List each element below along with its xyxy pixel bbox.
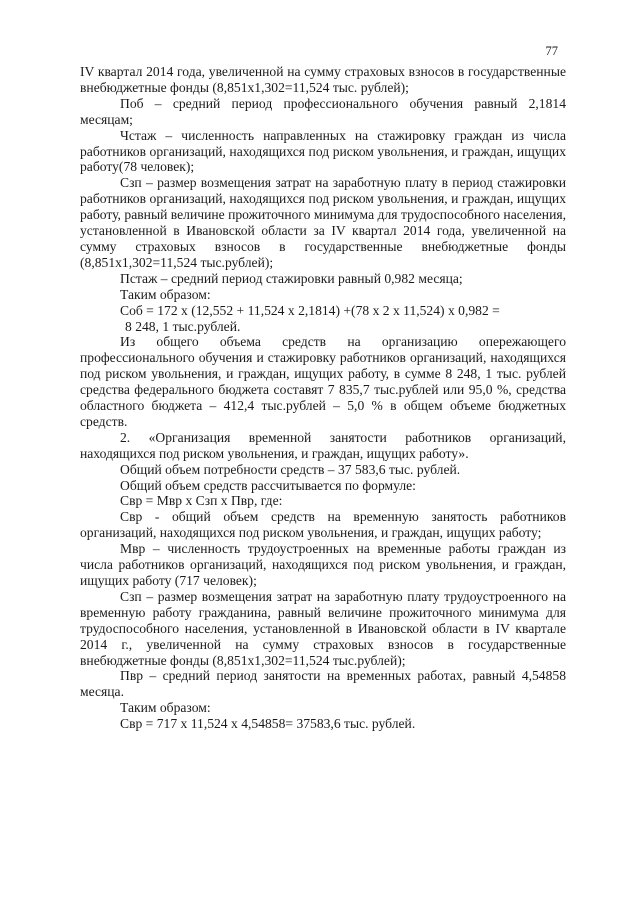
paragraph-szp-temp-definition: Сзп – размер возмещения затрат на заработную плату трудоустроенного на временную работу гражданина, равный величине прожиточного минимума для трудоспособного населения, установленной в Ивановской области в IV квартале 2014 г., увеличенной на сумму страховых взносов в государственные внебюджетные фонды (8,851x1,302=11,524 тыс.рублей);: [80, 588, 566, 668]
document-body: [80, 64, 566, 732]
paragraph-chstazh-definition: Чстаж – численность направленных на стажировку граждан из числа работников организаций, находящихся под риском увольнения, и граждан, ищущих работу(78 человек);: [80, 127, 566, 175]
formula-svr-result: Свр = 717 х 11,524 х 4,54858= 37583,6 тыс. рублей.: [120, 716, 416, 732]
formula-sob: Соб = 172 х (12,552 + 11,524 х 2,1814) +(78 х 2 х 11,524) х 0,982 =: [120, 302, 500, 318]
paragraph-mvr-definition: Мвр – численность трудоустроенных на временные работы граждан из числа работников организаций, находящихся под риском увольнения, и граждан, ищущих работу (717 человек);: [80, 541, 566, 588]
paragraph-pstazh-definition: Пстаж – средний период стажировки равный 0,982 месяца;: [120, 270, 463, 286]
paragraph-formula-intro: Общий объем средств рассчитывается по формуле:: [120, 477, 416, 493]
paragraph-pvr-definition: Пвр – средний период занятости на временных работах, равный 4,54858 месяца.: [80, 668, 566, 700]
paragraph-thus-label-2: Таким образом:: [120, 700, 211, 716]
page-number: 77: [545, 44, 558, 58]
paragraph-szp-definition: Сзп – размер возмещения затрат на заработную плату в период стажировки работников организаций, находящихся под риском увольнения, и граждан, ищущих работу, равный величине прожиточного минимума для трудоспособного населения, установленной в Ивановской области за IV квартал 2014 года, увеличенной на сумму страховых взносов в государственные внебюджетные фонды (8,851x1,302=11,524 тыс.рублей);: [80, 175, 566, 270]
paragraph-funding-split: Из общего объема средств на организацию опережающего профессионального обучения и стажировку работников организаций, находящихся под риском увольнения, и граждан, ищущих работу, в сумме 8 248, 1 тыс. рублей средства федерального бюджета составят 7 835,7 тыс.рублей или 95,0 %, средства областного бюджета – 412,4 тыс.рублей – 5,0 % в общем объеме бюджетных средств.: [80, 334, 566, 429]
paragraph-svr-definition: Свр - общий объем средств на временную занятость работников организаций, находящихся под риском увольнения, и граждан, ищущих работу;: [80, 509, 566, 541]
formula-svr: Свр = Мвр х Сзп х Пвр, где:: [120, 493, 283, 509]
paragraph-thus-label: Таким образом:: [120, 286, 211, 302]
paragraph-total-need: Общий объем потребности средств – 37 583,6 тыс. рублей.: [120, 461, 461, 477]
paragraph-continuation: IV квартал 2014 года, увеличенной на сумму страховых взносов в государственные внебюджетные фонды (8,851x1,302=11,524 тыс. рублей);: [80, 64, 566, 95]
paragraph-pob-definition: Поб – средний период профессионального обучения равный 2,1814 месяцам;: [80, 95, 566, 127]
formula-sob-result: 8 248, 1 тыс.рублей.: [125, 318, 241, 334]
section-heading-temporary-employment: 2. «Организация временной занятости работников организаций, находящихся под риском увольнения, и граждан, ищущих работу».: [80, 429, 566, 461]
